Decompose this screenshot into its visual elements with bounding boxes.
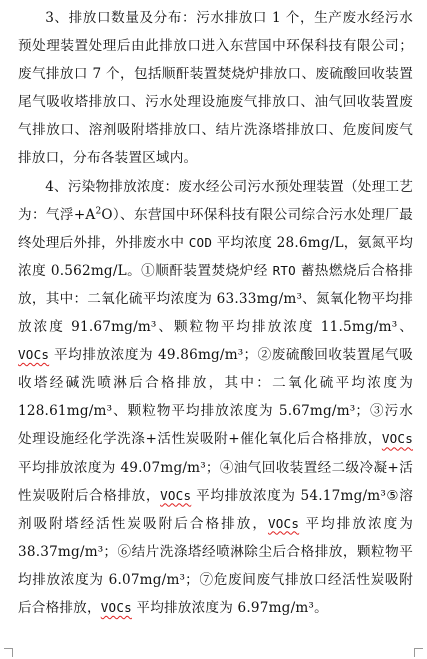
text-run: 平均排放浓度为 6.97mg/m³。 <box>131 599 328 616</box>
text-run: 平均排放浓度为 54.17mg/m³⑤溶剂吸附塔经活性炭吸附后合格排放， <box>18 487 413 532</box>
term-vocs: VOCs <box>100 599 132 615</box>
term-vocs: VOCs <box>267 515 300 531</box>
text-run: O）、东营国中环保科技有限公司综合污水处理厂最终处理后外排，外排废水中 <box>18 206 413 251</box>
term-vocs: VOCs <box>381 431 413 447</box>
paragraph-outlet-distribution: 3、排放口数量及分布：污水排放口 1 个，生产废水经污水预处理装置处理后由此排放口进入东营国中环保科技有限公司；废气排放口 7 个，包括顺酐装置焚烧炉排放口、废硫酸回收装置尾气吸收塔排放口、污水处理设施废气排放口、油气回收装置废气排放口、溶剂吸附塔排放口、结片洗涤塔排放口、危废间废气排放口，分布各装置区域内。 <box>18 10 413 167</box>
term-vocs: VOCs <box>160 487 192 503</box>
term-vocs: VOCs <box>18 347 50 363</box>
term-cod: COD <box>188 234 213 250</box>
text-run: 平均排放浓度为 49.07mg/m³；④油气回收装置经二级冷凝+活性炭吸附后合格排放， <box>18 459 413 504</box>
text-run: 蓄热燃烧后合格排放，其中：二氧化硫平均浓度为 63.33mg/m³、氮氧化物平均排放浓度 91.67mg/m³、颗粒物平均排放浓度 11.5mg/m³、 <box>18 262 413 336</box>
text-run: 平均排放浓度为 49.86mg/m³；②废硫酸回收装置尾气吸收塔经碱洗喷淋后合格排放，其中：二氧化硫平均浓度为 128.61mg/m³、颗粒物平均排放浓度为 5.67mg/m³；③污水处理设施经化学洗涤+活性炭吸附+催化氧化后合格排放， <box>18 347 413 448</box>
paragraph-emission-concentration <box>18 173 413 623</box>
page-corner-mark-left <box>4 648 13 657</box>
text-run: 4、污染物排放浓度：废水经公司污水预处理装置（处理工艺为：气浮+A <box>18 178 413 223</box>
text-run: 平均浓度 28.6mg/L，氨氮平均浓度 0.562mg/L。①顺酐装置焚烧炉经 <box>18 234 413 279</box>
text-run: 平均排放浓度为 38.37mg/m³；⑥结片洗涤塔经喷淋除尘后合格排放，颗粒物平均排放浓度为 6.07mg/m³；⑦危废间废气排放口经活性炭吸附后合格排放， <box>18 515 414 616</box>
term-rto: RTO <box>272 262 296 278</box>
superscript: 2 <box>95 206 102 217</box>
page-corner-mark-right <box>414 648 423 657</box>
